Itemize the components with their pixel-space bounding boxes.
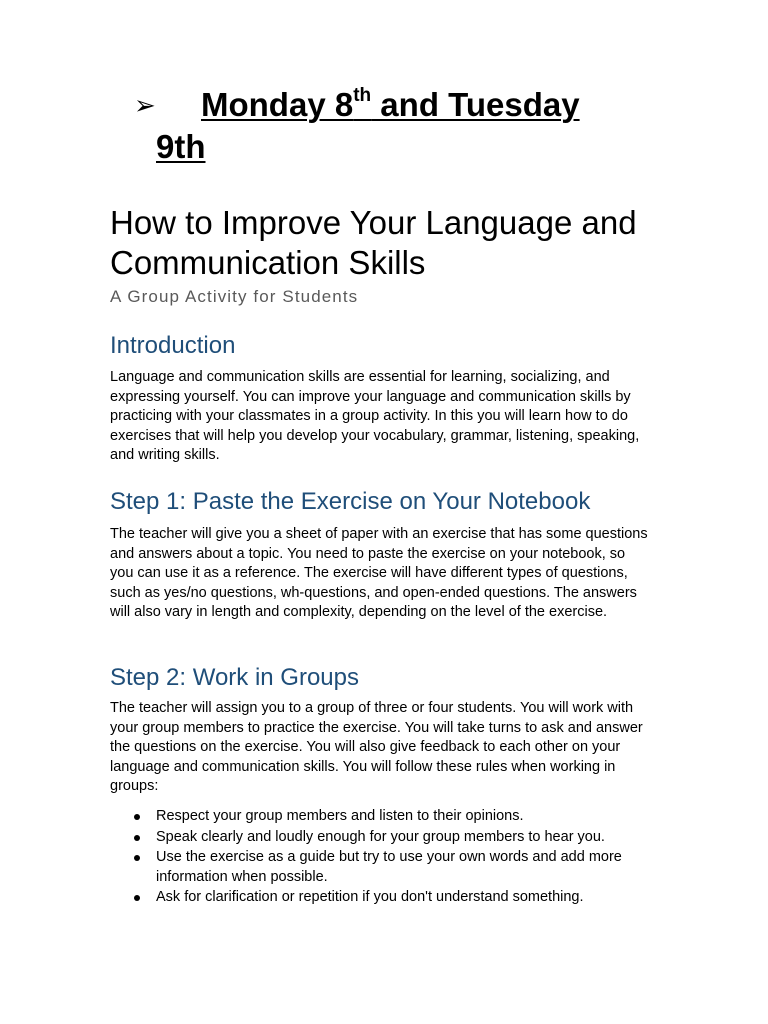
date-heading-part2: and Tuesday xyxy=(371,86,580,123)
list-item xyxy=(110,807,670,827)
step2-heading: Step 2: Work in Groups xyxy=(110,664,359,691)
date-heading-line2: 9th xyxy=(156,128,206,165)
introduction-heading: Introduction xyxy=(110,332,236,359)
step1-body: The teacher will give you a sheet of paper with an exercise that has some questions and answers about a topic. You need to paste the exercise on your notebook, so you can use it as a reference. The exercise will have different types of questions, such as yes/no questions, wh-questions, and open-ended questions. The answers will also vary in length and complexity, depending on the level of the exercise. xyxy=(110,526,648,620)
list-item-text: Use the exercise as a guide but try to use your own words and add more information when possible. xyxy=(156,849,622,885)
list-item xyxy=(110,828,670,848)
bullet-dot-icon xyxy=(134,895,140,901)
bullet-dot-icon xyxy=(134,835,140,841)
group-rules-list xyxy=(110,807,670,909)
date-heading-part1: Monday 8 xyxy=(201,86,354,123)
list-item-text: Speak clearly and loudly enough for your group members to hear you. xyxy=(156,828,605,845)
list-item-text: Ask for clarification or repetition if you don't understand something. xyxy=(156,889,584,905)
step2-body: The teacher will assign you to a group of three or four students. You will work with your group members to practice the exercise. You will take turns to ask and answer the questions on the exercise. You will also give feedback to each other on your language and communication skills. You will follow these rules when working in groups: xyxy=(110,700,643,794)
date-heading-superscript: th xyxy=(353,85,372,106)
document-title: How to Improve Your Language and Communication Skills xyxy=(110,204,637,281)
bullet-dot-icon xyxy=(134,814,140,820)
introduction-body: Language and communication skills are essential for learning, socializing, and expressing yourself. You can improve your language and communication skills by practicing with your classmates in a group activity. In this you will learn how to do exercises that will help you develop your vocabulary, grammar, listening, speaking, and writing skills. xyxy=(110,369,640,463)
document-subtitle: A Group Activity for Students xyxy=(110,287,359,306)
list-item xyxy=(110,888,670,908)
step1-heading: Step 1: Paste the Exercise on Your Notebook xyxy=(110,488,591,515)
list-item-text: Respect your group members and listen to their opinions. xyxy=(156,808,524,824)
date-heading xyxy=(134,84,654,167)
bullet-dot-icon xyxy=(134,855,140,861)
arrow-bullet-icon: ➢ xyxy=(134,90,156,120)
list-item xyxy=(110,848,670,887)
